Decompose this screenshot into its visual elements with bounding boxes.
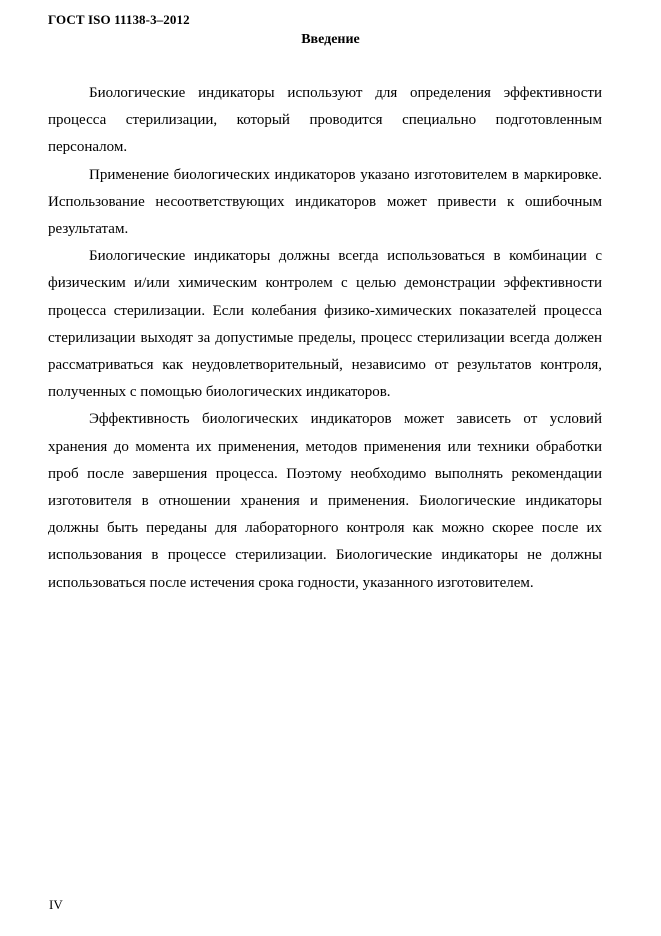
document-code: ГОСТ ISO 11138-3–2012 [48, 12, 190, 27]
paragraph-2: Применение биологических индикаторов указано изготовителем в маркировке. Использование несоответствующих индикаторов может привести к ошибочным результатам. [48, 166, 602, 238]
paragraph-3: Биологические индикаторы должны всегда использоваться в комбинации с физическим и/или химическим контролем с целью демонстрации эффективности процесса стерилизации. Если колебания физико-химических показателей процесса стерилизации выходят за допустимые пределы, процесс стерилизации всегда должен рассматриваться как неудовлетворительный, независимо от результатов контроля, полученных с помощью биологических индикаторов. [48, 248, 602, 401]
body-text [48, 80, 602, 597]
paragraph-4: Эффективность биологических индикаторов может зависеть от условий хранения до момента их применения, методов применения или техники обработки проб после завершения процесса. Поэтому необходимо выполнять рекомендации изготовителя в отношении хранения и применения. Биологические индикаторы должны быть переданы для лабораторного контроля как можно скорее после их использования в процессе стерилизации. Биологические индикаторы не должны использоваться после истечения срока годности, указанного изготовителем. [48, 411, 602, 591]
paragraph-1: Биологические индикаторы используют для определения эффективности процесса стерилизации, который проводится специально подготовленным персоналом. [48, 85, 602, 156]
section-title: Введение [301, 32, 360, 47]
page-number: IV [49, 897, 63, 912]
